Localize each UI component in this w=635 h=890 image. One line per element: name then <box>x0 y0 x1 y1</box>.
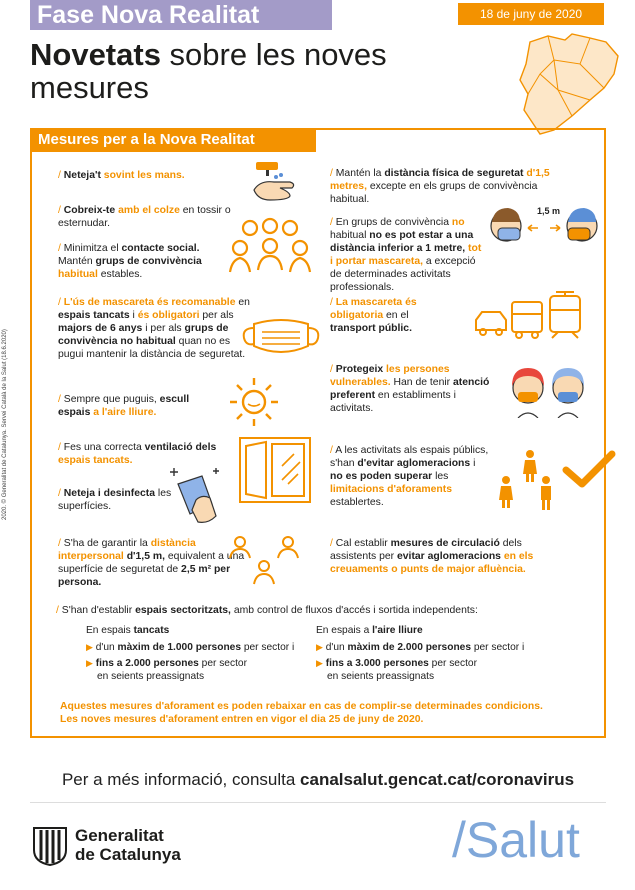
text-bold: ventilació dels <box>144 442 217 453</box>
text-highlight: La mascareta és obligatoria <box>330 297 417 321</box>
text: En grups de convivència <box>335 217 452 228</box>
footer-divider <box>30 802 606 803</box>
slash: / <box>58 442 64 453</box>
measure-sectorized-spaces <box>56 604 596 617</box>
text: per sector <box>428 658 477 669</box>
text-bold: no es poden superar <box>330 471 433 482</box>
text: i per als <box>142 323 185 334</box>
text-bold: tancats <box>133 625 170 636</box>
more-info <box>30 770 606 790</box>
measure-wash-hands <box>58 169 238 182</box>
slash: / <box>330 538 336 549</box>
info-link[interactable]: canalsalut.gencat.cat/coronavirus <box>300 770 575 789</box>
text: en establiments i activitats. <box>330 390 456 414</box>
phase-tag: Fase Nova Realitat <box>30 0 332 30</box>
text: S'ha de garantir la <box>63 538 151 549</box>
triangle-bullet-icon: ▶ <box>316 658 323 668</box>
text: equivalent a una superfície de seguretat de <box>58 551 245 575</box>
slash: / <box>56 605 62 616</box>
measure-mask-usage <box>58 296 258 361</box>
text-bold: màxim de 1.000 persones <box>117 641 241 653</box>
hand-wash-icon <box>250 160 300 206</box>
slash: / <box>58 538 64 549</box>
text: Minimitza el <box>63 243 122 254</box>
text-highlight: d'1,5 metres, <box>330 168 550 192</box>
page-title <box>30 38 500 104</box>
distanced-people-icon <box>226 534 302 590</box>
measure-public-transport <box>330 296 450 335</box>
text-highlight: limitacions d'aforaments <box>330 484 452 495</box>
text: per sector i <box>471 641 525 653</box>
text: en tossir o esternudar. <box>58 205 231 229</box>
text-bold: 2,5 m² per persona. <box>58 564 231 588</box>
text: per sector i <box>241 641 295 653</box>
text: Cal establir <box>335 538 391 549</box>
gen-line-1: Generalitat <box>75 826 164 845</box>
measure-open-air <box>58 393 208 419</box>
text: establertes. <box>330 497 384 508</box>
text: En espais a <box>316 625 373 636</box>
measure-vulnerable-people <box>330 363 490 415</box>
elderly-people-icon <box>504 362 590 418</box>
text-bold: contacte social. <box>121 243 200 254</box>
text-bold: no es pot estar a una distància inferior a 1 metre, <box>330 230 474 254</box>
text: les <box>432 471 449 482</box>
text-bold: Neteja i desinfecta <box>63 488 156 499</box>
text: excepte en els grups de convivència habitual. <box>330 181 538 205</box>
closed-spaces-heading <box>86 625 316 638</box>
text: i <box>470 458 476 469</box>
text-bold: màxim de 2.000 persones <box>347 641 471 653</box>
text-bold: espais tancats <box>58 310 130 321</box>
text-bold: Protegeix <box>335 364 387 375</box>
text-highlight: habitual <box>58 269 98 280</box>
text: quan no es pugui mantenir la distància de seguretat. <box>58 336 246 360</box>
text: A les activitats als espais públics, s'han <box>330 445 489 469</box>
measure-circulation <box>330 537 560 576</box>
measure-non-habitual-groups <box>330 216 482 294</box>
note-line-2: Les noves mesures d'aforament entren en vigor el dia 25 de juny de 2020. <box>60 714 424 725</box>
text-highlight: a l'aire lliure. <box>93 407 157 418</box>
text: dels assistents per <box>330 538 522 562</box>
slash: / <box>58 205 64 216</box>
text-highlight: amb el colze <box>118 205 180 216</box>
text: estables. <box>97 269 143 280</box>
text-highlight: en els creuaments o punts de major afluència. <box>330 551 534 575</box>
cleaning-cloth-icon <box>168 464 228 526</box>
note-line-1: Aquestes mesures d'aforament es poden rebaixar en cas de complir-se determinades condicions. <box>60 701 543 712</box>
text: Per a més informació, consulta <box>61 770 301 789</box>
text: En espais <box>86 625 134 636</box>
measure-interpersonal-distance <box>58 537 248 589</box>
text-bold: majors de 6 anys <box>58 323 143 334</box>
text-highlight: tot i portar mascareta, <box>330 243 482 267</box>
text: a excepció de determinades activitats professionals. <box>330 256 476 293</box>
title-bold: Novetats <box>30 37 161 72</box>
slash: / <box>330 217 336 228</box>
text: Mantén <box>58 256 96 267</box>
text: Mantén la <box>335 168 385 179</box>
slash: / <box>330 364 336 375</box>
text: d'un <box>95 641 118 653</box>
closed-line-1 <box>86 641 316 655</box>
slash: / <box>330 297 336 308</box>
text-bold: Neteja't <box>63 170 104 181</box>
text-bold: distància física de seguretat <box>384 168 524 179</box>
text-bold: grups de convivència no habitual <box>58 323 229 347</box>
open-line-2 <box>316 657 556 671</box>
triangle-bullet-icon: ▶ <box>86 658 93 668</box>
text: Han de tenir <box>390 377 454 388</box>
text: per als <box>199 310 234 321</box>
open-line-1 <box>316 641 556 655</box>
text-highlight: les persones vulnerables. <box>330 364 450 388</box>
slash: / <box>58 394 64 405</box>
transport-vehicles-icon <box>474 290 586 340</box>
text-bold: atenció preferent <box>330 377 490 401</box>
slash: / <box>58 488 64 499</box>
text-bold: l'aire lliure <box>372 625 423 636</box>
text-bold: d'evitar aglomeracions <box>357 458 471 469</box>
text-highlight: és obligatori <box>137 310 200 321</box>
text-bold: espais sectoritzats, <box>135 605 231 616</box>
slash: / <box>58 243 64 254</box>
measure-avoid-crowds <box>330 444 490 509</box>
text-bold: grups de convivència <box>95 256 202 267</box>
group-people-icon <box>228 216 312 276</box>
text-bold: mesures de circulació <box>390 538 500 549</box>
closed-line-2 <box>86 657 316 671</box>
slash: / <box>330 445 336 456</box>
text: S'han d'establir <box>61 605 136 616</box>
text: d'un <box>325 641 348 653</box>
text: per sector <box>198 658 247 669</box>
spaced-people-icon <box>494 448 558 512</box>
measure-social-contact <box>58 242 218 281</box>
face-mask-icon <box>240 316 322 358</box>
distance-label: 1,5 m <box>537 206 561 216</box>
text-highlight: sovint les mans. <box>103 170 185 181</box>
open-line-3: en seients preassignats <box>327 670 435 682</box>
catalonia-map-icon <box>510 30 630 140</box>
slash: / <box>330 168 336 179</box>
text: Fes una correcta <box>63 442 145 453</box>
text-highlight: L'ús de mascareta és recomanable <box>63 297 236 308</box>
text: en <box>235 297 250 308</box>
text-highlight: distància interpersonal <box>58 538 196 562</box>
open-window-icon <box>238 436 314 504</box>
date-badge: 18 de juny de 2020 <box>458 3 604 25</box>
panel-title: Mesures per a la Nova Realitat <box>30 128 316 152</box>
open-air-heading <box>316 625 556 638</box>
text-highlight: no <box>451 217 465 228</box>
gen-line-2: de Catalunya <box>75 845 181 864</box>
generalitat-logo-icon <box>32 826 68 866</box>
triangle-bullet-icon: ▶ <box>86 641 93 652</box>
text: en el <box>383 310 409 321</box>
sun-icon <box>226 374 282 430</box>
closed-line-3: en seients preassignats <box>97 670 205 682</box>
text: Sempre que puguis, <box>63 394 160 405</box>
text-bold: escull espais <box>58 394 190 418</box>
text: amb control de fluxos d'accés i sortida independents: <box>230 605 478 616</box>
text-bold: evitar aglomeracions <box>397 551 501 562</box>
measure-cover-cough <box>58 204 238 230</box>
copyright-credit: 2020. © Generalitat de Catalunya. Servei Català de la Salut (18.6.2020) <box>2 329 8 520</box>
text-bold: transport públic. <box>330 323 412 334</box>
text-bold: fins a 3.000 persones <box>325 658 429 669</box>
triangle-bullet-icon: ▶ <box>316 641 323 652</box>
slash: / <box>58 297 64 308</box>
checkmark-icon <box>562 450 616 490</box>
slash: / <box>58 170 64 181</box>
text-bold: d'1,5 m, <box>123 551 165 562</box>
text-highlight: espais tancats. <box>58 455 133 466</box>
text-bold: Cobreix-te <box>63 205 119 216</box>
open-air-block <box>316 625 556 683</box>
text: i <box>129 310 138 321</box>
text-bold: fins a 2.000 persones <box>95 658 199 669</box>
title-rest: sobre les noves mesures <box>30 37 387 105</box>
closed-spaces-block <box>86 625 316 683</box>
capacity-note <box>60 700 590 726</box>
text: habitual <box>330 230 370 241</box>
text: les superfícies. <box>58 488 172 512</box>
salut-logo: /Salut <box>452 812 580 868</box>
generalitat-name <box>75 826 181 864</box>
